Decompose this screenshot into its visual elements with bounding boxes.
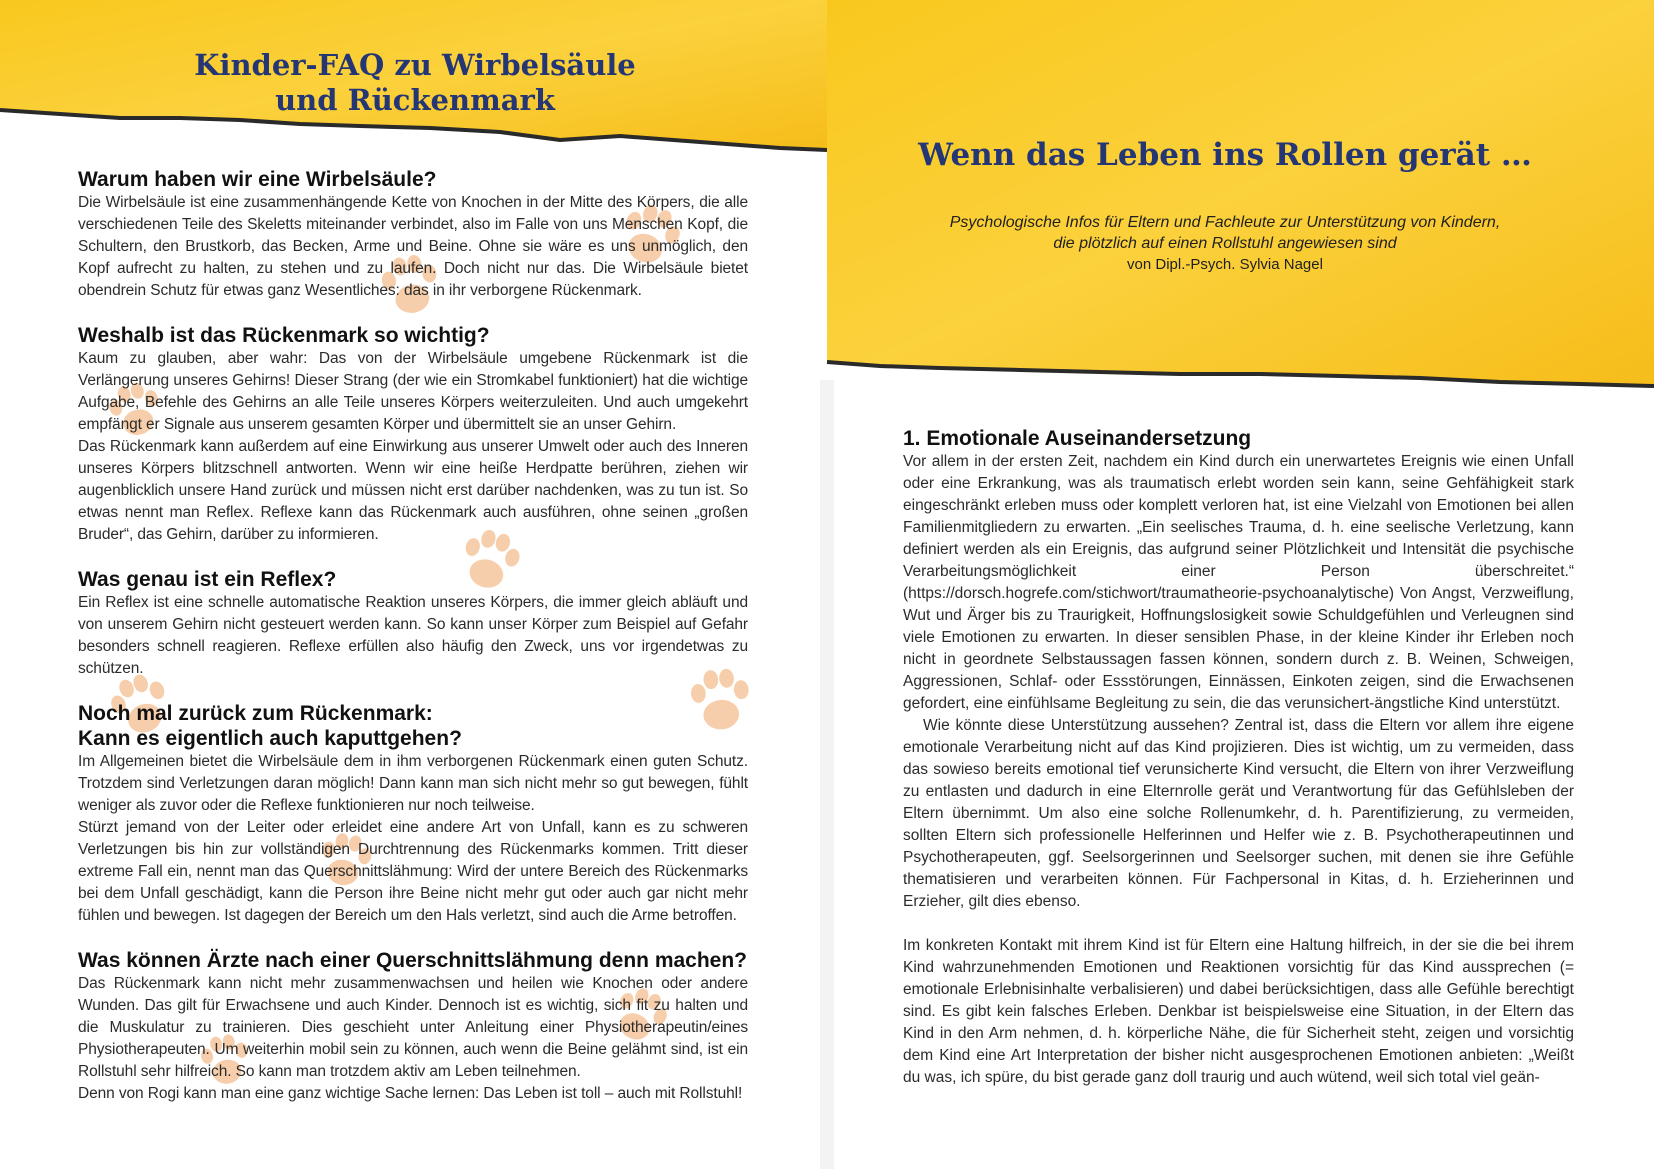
section-heading-line-1: Noch mal zurück zum Rückenmark: xyxy=(78,702,433,725)
section-heading: 1. Emotionale Auseinandersetzung xyxy=(903,427,1252,450)
left-page-body xyxy=(78,167,748,1105)
paragraph: Im konkreten Kontakt mit ihrem Kind ist für Eltern eine Haltung hilfreich, in der sie die bei ihrem Kind wahrzunehmenden Emotionen und Reaktionen vorsichtig für das Kind aussprechen (= emotionale Erlebnisinhalte verbalisieren) und dabei berücksichtigen, dass alle Gefühle berechtigt sind. Es gibt kein falsches Erleben. Denkbar ist beispielsweise eine Situation, in der Eltern das Kind in den Arm nehmen, d. h. körperliche Nähe, die für Sicherheit steht, zeigen und vorsichtig dem Kind eine Art Interpretation der bisher nicht ausgesprochenen Emotionen anbieten: „Weißt du was, ich spüre, du bist gerade ganz doll traurig und auch wütend, weil sich total viel geän- xyxy=(903,937,1574,1086)
subtitle-line-1: Psychologische Infos für Eltern und Fachleute zur Unterstützung von Kindern, xyxy=(949,214,1501,231)
right-banner xyxy=(827,0,1654,386)
section-heading-line-2: Kann es eigentlich auch kaputtgehen? xyxy=(78,727,462,750)
left-title-line-2: und Rückenmark xyxy=(275,83,555,117)
paragraph: Ein Reflex ist eine schnelle automatische Reaktion unseres Körpers, die immer gleich abläuft und von unserem Gehirn nicht gesteuert werden kann. So kann unser Körper zum Beispiel auf Gefahr besonders schnell reagieren. Reflexe erfüllen also häufig den Zweck, uns vor irgendetwas zu schützen. xyxy=(78,594,748,677)
paragraph: Das Rückenmark kann außerdem auf eine Einwirkung aus unserer Umwelt oder auch des Inneren unseres Körpers blitzschnell antworten. Wenn wir eine heiße Herdpatte berühren, ziehen wir augenblicklich unsere Hand zurück und müssen nicht erst darüber nachdenken, was zu tun ist. So etwas nennt man Reflex. Reflexe kann das Rückenmark auch ausführen, ohne seinen „großen Bruder“, das Gehirn, darüber zu informieren. xyxy=(78,438,748,543)
subtitle-line-2: die plötzlich auf einen Rollstuhl angewiesen sind xyxy=(1053,235,1397,252)
left-page-title xyxy=(120,48,710,118)
paragraph: Im Allgemeinen bietet die Wirbelsäule dem in ihm verborgenen Rückenmark einen guten Schutz. Trotzdem sind Verletzungen daran möglich! Dann kann man sich nicht mehr so gut bewegen, fühlt weniger als zuvor oder die Reflexe funktionieren nur noch teilweise. xyxy=(78,753,748,814)
section-heading xyxy=(78,701,748,751)
paragraph: Vor allem in der ersten Zeit, nachdem ein Kind durch ein unerwartetes Ereignis wie einen Unfall oder eine Erkrankung, was als traumatisch erlebt worden sein kann, seine Gehfähigkeit stark eingeschränkt erleben muss oder komplett verloren hat, ist eine Vielzahl von Emotionen bei allen Familienmitgliedern zu erwarten. „Ein seelisches Trauma, d. h. eine seelische Verletzung, kann definiert werden als ein Ereignis, das aufgrund seiner Plötzlichkeit und Intensität die psychische Verarbeitungsmöglichkeit einer Person überschreitet.“ (https://dorsch.hogrefe.com/stichwort/traumatheorie-psychoanalytische) Von Angst, Verzweiflung, Wut und Ärger bis zu Traurigkeit, Hoffnungslosigkeit sowie Schuldgefühlen und Verleugnen sind viele Emotionen zu erwarten. In dieser sensiblen Phase, in der kleine Kinder ihr Erleben noch nicht in geordnete Selbstaussagen fassen können, sondern durch z. B. Weinen, Schweigen, Aggressionen, Schlaf- oder Essstörungen, Einnässen, Einkoten zeigen, sind die Erwachsenen gefordert, eine einfühlsame Begleitung zu sein, die das verunsichert-ängstliche Kind unterstützt. xyxy=(903,453,1574,712)
author-line: von Dipl.-Psych. Sylvia Nagel xyxy=(1127,256,1323,273)
left-title-line-1: Kinder-FAQ zu Wirbelsäule xyxy=(194,48,636,82)
gutter-shadow xyxy=(820,380,834,1169)
paragraph: Denn von Rogi kann man eine ganz wichtige Sache lernen: Das Leben ist toll – auch mit Rollstuhl! xyxy=(78,1085,743,1102)
section-heading: Weshalb ist das Rückenmark so wichtig? xyxy=(78,324,490,347)
paragraph: Kaum zu glauben, aber wahr: Das von der Wirbelsäule umgebene Rückenmark ist die Verlängerung unseres Gehirns! Dieser Strang (der wie ein Stromkabel funktioniert) hat die wichtige Aufgabe, Befehle des Gehirns an alle Teile unseres Körpers weiterzuleiten. Und auch umgekehrt empfängt er Signale aus unserem gesamten Körper und übermittelt sie an unser Gehirn. xyxy=(78,350,748,433)
paragraph: Stürzt jemand von der Leiter oder erleidet eine andere Art von Unfall, kann es zu schweren Verletzungen bis hin zur vollständigen Durchtrennung des Rückenmarks kommen. Tritt dieser extreme Fall ein, nennt man das Querschnittslähmung: Wird der untere Bereich des Rückenmarks bei dem Unfall geschädigt, kann die Person ihre Beine nicht mehr gut oder auch gar nicht mehr fühlen und bewegen. Ist dagegen der Bereich um den Hals verletzt, sind auch die Arme betroffen. xyxy=(78,819,748,924)
right-page-title: Wenn das Leben ins Rollen gerät … xyxy=(918,137,1532,173)
paragraph: Das Rückenmark kann nicht mehr zusammenwachsen und heilen wie Knochen oder andere Wunden. Das gilt für Erwachsene und auch Kinder. Dennoch ist es wichtig, sich fit zu halten und die Muskulatur zu trainieren. Dies geschieht unter Anleitung einer Physiotherapeutin/eines Physiotherapeuten. Um weiterhin mobil sein zu können, auch wenn die Beine gelähmt sind, ist ein Rollstuhl sehr hilfreich. So kann man trotzdem aktiv am Leben teilnehmen. xyxy=(78,975,748,1080)
section-heading: Was können Ärzte nach einer Querschnittslähmung denn machen? xyxy=(78,949,748,972)
paragraph: Wie könnte diese Unterstützung aussehen? Zentral ist, dass die Eltern vor allem ihre eigene emotionale Verarbeitung nicht auf das Kind projizieren. Dies ist wichtig, um zu vermeiden, dass das sowieso bereits emotional tief verunsicherte Kind versucht, die Eltern von ihrer Verzweiflung zu entlasten und dadurch in eine Elternrolle gerät und Verantwortung für das Gefühlsleben der Eltern übernimmt. Um also eine solche Rollenumkehr, d. h. Parentifizierung, zu vermeiden, sollten Eltern sich professionelle Helferinnen und Helfer wie z. B. Psychotherapeutinnen und Psychotherapeuten, ggf. Seelsorgerinnen und Seelsorger suchen, mit denen sie ihre Gefühle thematisieren und verarbeiten können. Für Fachpersonal in Kitas, d. h. Erzieherinnen und Erzieher, gilt dies ebenso. xyxy=(903,717,1574,910)
section-heading: Warum haben wir eine Wirbelsäule? xyxy=(78,168,437,191)
paragraph: Die Wirbelsäule ist eine zusammenhängende Kette von Knochen in der Mitte des Körpers, die alle verschiedenen Teile des Skeletts miteinander verbindet, also im Falle von uns Menschen Kopf, die Schultern, den Brustkorb, das Becken, Arme und Beine. Ohne sie wäre es uns unmöglich, den Kopf aufrecht zu halten, zu stehen und zu laufen. Doch nicht nur das. Die Wirbelsäule bietet obendrein Schutz für etwas ganz Wesentliches: das in ihr verborgene Rückenmark. xyxy=(78,194,748,299)
right-page-subtitle xyxy=(900,212,1550,275)
section-heading: Was genau ist ein Reflex? xyxy=(78,568,337,591)
right-page-body xyxy=(903,426,1574,1089)
